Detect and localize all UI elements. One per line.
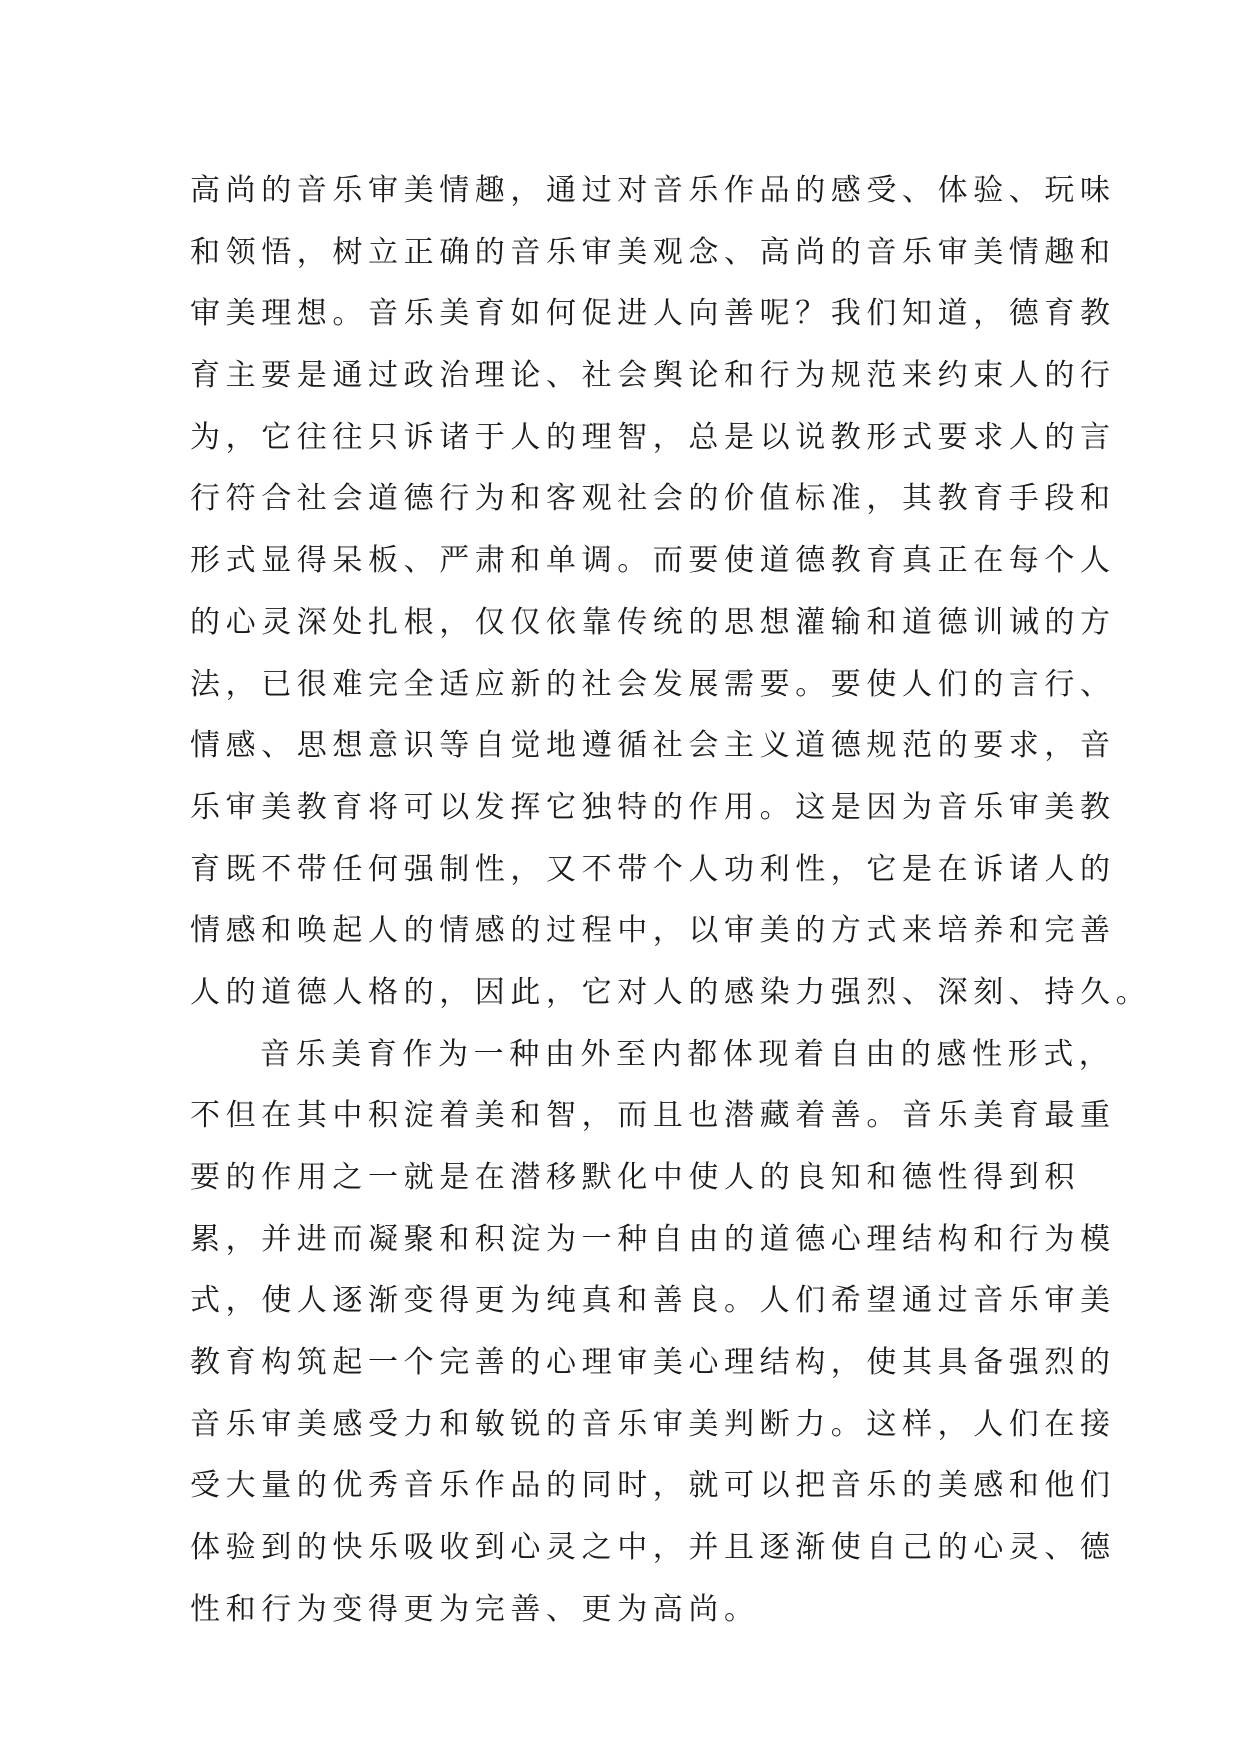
- text-line: 累，并进而凝聚和积淀为一种自由的道德心理结构和行为模: [190, 1221, 1116, 1257]
- body-text: [190, 160, 1152, 1641]
- text-line: 的心灵深处扎根，仅仅依靠传统的思想灌输和道德训诫的方: [190, 604, 1116, 640]
- text-line: 情感和唤起人的情感的过程中，以审美的方式来培养和完善: [190, 913, 1116, 949]
- text-line: 不但在其中积淀着美和智，而且也潜藏着善。音乐美育最重: [190, 1098, 1116, 1134]
- paragraph-start-line: 音乐美育作为一种由外至内都体现着自由的感性形式，: [260, 1036, 1115, 1072]
- text-line: 要的作用之一就是在潜移默化中使人的良知和德性得到积: [190, 1160, 1080, 1195]
- text-line: 式，使人逐渐变得更为纯真和善良。人们希望通过音乐审美: [190, 1283, 1116, 1319]
- text-line: 受大量的优秀音乐作品的同时，就可以把音乐的美感和他们: [190, 1468, 1116, 1504]
- text-line: 行符合社会道德行为和客观社会的价值标准，其教育手段和: [190, 481, 1116, 517]
- text-line: 高尚的音乐审美情趣，通过对音乐作品的感受、体验、玩味: [190, 173, 1116, 208]
- text-line: 育主要是通过政治理论、社会舆论和行为规范来约束人的行: [190, 358, 1116, 394]
- text-line: 育既不带任何强制性，又不带个人功利性，它是在诉诸人的: [190, 851, 1116, 887]
- text-line: 为，它往往只诉诸于人的理智，总是以说教形式要求人的言: [190, 419, 1116, 455]
- text-line: 法，已很难完全适应新的社会发展需要。要使人们的言行、: [190, 666, 1116, 702]
- text-line: 音乐审美感受力和敏锐的音乐审美判断力。这样，人们在接: [190, 1406, 1116, 1442]
- text-line: 人的道德人格的，因此，它对人的感染力强烈、深刻、持久。: [190, 974, 1152, 1010]
- text-line: 性和行为变得更为完善、更为高尚。: [190, 1591, 760, 1627]
- text-line: 形式显得呆板、严肃和单调。而要使道德教育真正在每个人: [190, 543, 1116, 579]
- text-line: 体验到的快乐吸收到心灵之中，并且逐渐使自己的心灵、德: [190, 1530, 1116, 1566]
- text-line: 和领悟，树立正确的音乐审美观念、高尚的音乐审美情趣和: [190, 234, 1116, 270]
- text-line: 教育构筑起一个完善的心理审美心理结构，使其具备强烈的: [190, 1345, 1116, 1381]
- text-line: 乐审美教育将可以发挥它独特的作用。这是因为音乐审美教: [190, 789, 1116, 825]
- text-line: 情感、思想意识等自觉地遵循社会主义道德规范的要求，音: [190, 728, 1116, 764]
- text-line: 审美理想。音乐美育如何促进人向善呢？我们知道，德育教: [190, 296, 1116, 332]
